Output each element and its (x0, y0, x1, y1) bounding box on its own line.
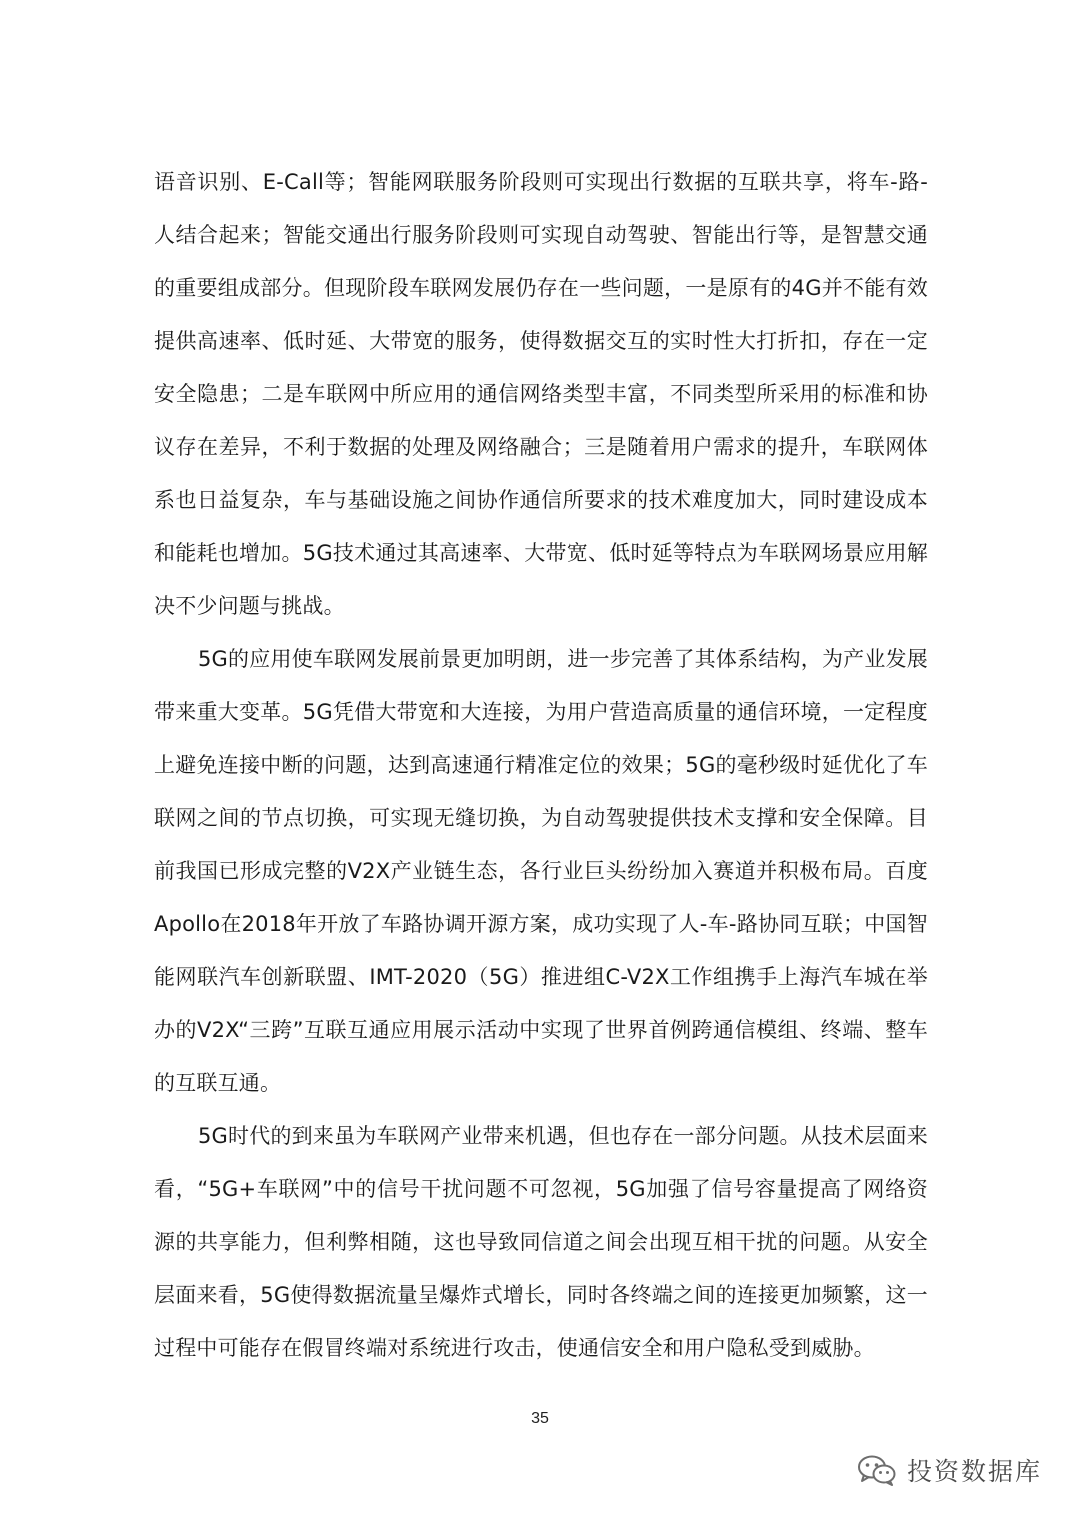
watermark-label: 投资数据库 (906, 1457, 1042, 1486)
page-number: 35 (531, 1410, 549, 1427)
paragraph-continued: 语音识别、E-Call等；智能网联服务阶段则可实现出行数据的互联共享，将车-路-人结合起来；智能交通出行服务阶段则可实现自动驾驶、智能出行等，是智慧交通的重要组成部分。但现阶段车联网发展仍存在一些问题，一是原有的4G并不能有效提供高速率、低时延、大带宽的服务，使得数据交互的实时性大打折扣，存在一定安全隐患；二是车联网中所应用的通信网络类型丰富，不同类型所采用的标准和协议存在差异，不利于数据的处理及网络融合；三是随着用户需求的提升，车联网体系也日益复杂，车与基础设施之间协作通信所要求的技术难度加大，同时建设成本和能耗也增加。5G技术通过其高速率、大带宽、低时延等特点为车联网场景应用解决不少问题与挑战。 (154, 170, 928, 618)
paragraph-5g-challenges: 5G时代的到来虽为车联网产业带来机遇，但也存在一部分问题。从技术层面来看，“5G+车联网”中的信号干扰问题不可忽视，5G加强了信号容量提高了网络资源的共享能力，但利弊相随，这也导致同信道之间会出现互相干扰的问题。从安全层面来看，5G使得数据流量呈爆炸式增长，同时各终端之间的连接更加频繁，这一过程中可能存在假冒终端对系统进行攻击，使通信安全和用户隐私受到威胁。 (154, 1124, 928, 1360)
watermark (857, 1450, 1042, 1490)
wechat-icon (857, 1454, 897, 1486)
paragraph-5g-applications: 5G的应用使车联网发展前景更加明朗，进一步完善了其体系结构，为产业发展带来重大变革。5G凭借大带宽和大连接，为用户营造高质量的通信环境，一定程度上避免连接中断的问题，达到高速通行精准定位的效果；5G的毫秒级时延优化了车联网之间的节点切换，可实现无缝切换，为自动驾驶提供技术支撑和安全保障。目前我国已形成完整的V2X产业链生态，各行业巨头纷纷加入赛道并积极布局。百度Apollo在2018年开放了车路协调开源方案，成功实现了人-车-路协同互联；中国智能网联汽车创新联盟、IMT-2020（5G）推进组C-V2X工作组携手上海汽车城在举办的V2X“三跨”互联互通应用展示活动中实现了世界首例跨通信模组、终端、整车的互联互通。 (154, 647, 928, 1095)
document-body (154, 156, 928, 1375)
